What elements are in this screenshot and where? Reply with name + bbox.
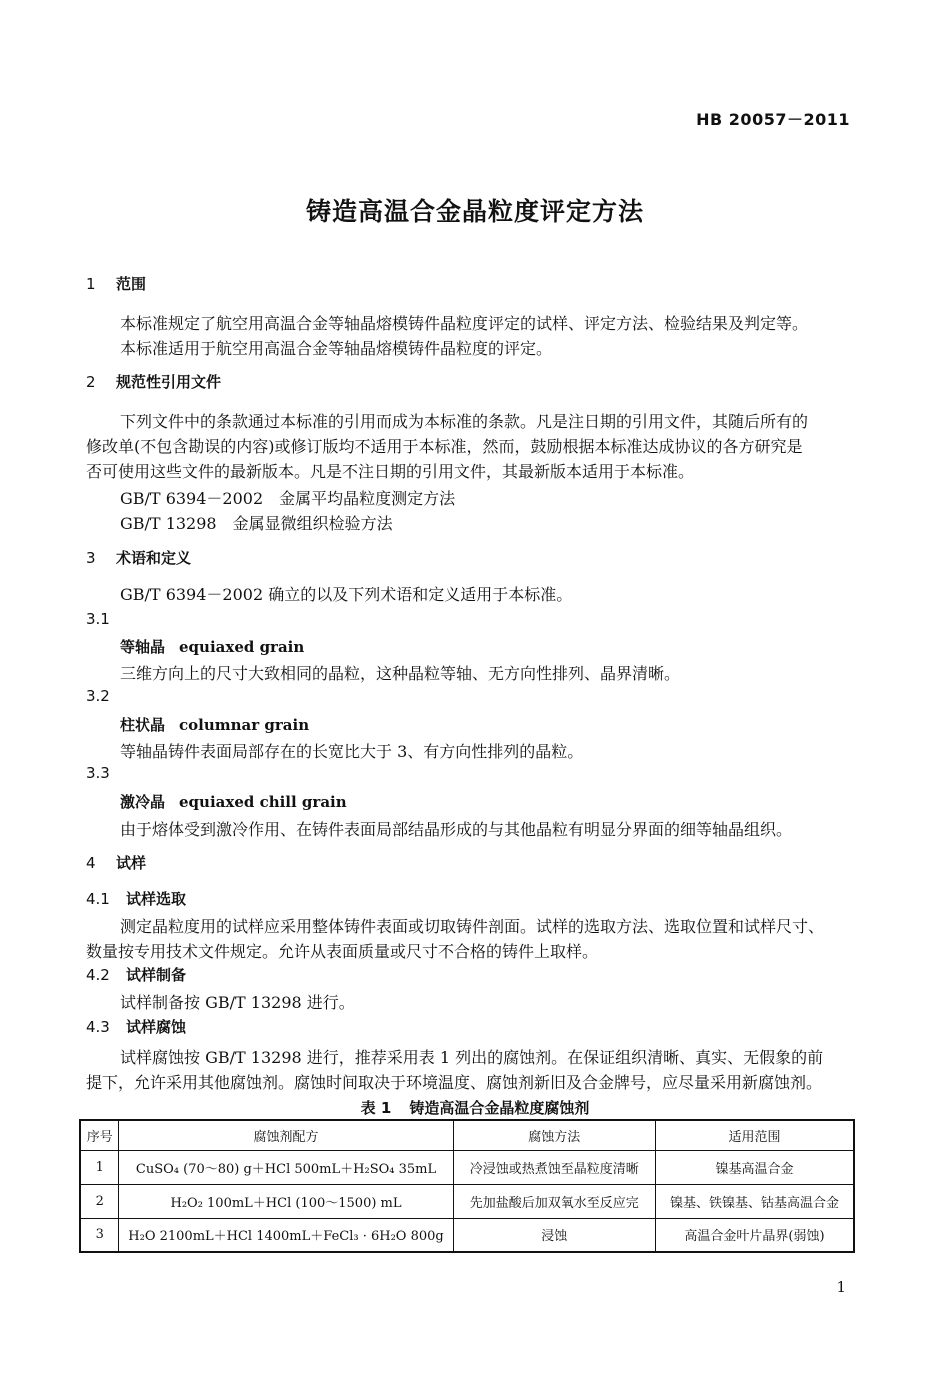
- subsection-number: 4.1: [86, 890, 110, 908]
- cell-no: 3: [80, 1218, 119, 1252]
- subsection-4-2-heading: [86, 964, 186, 985]
- subsection-4-3-heading: [86, 1016, 186, 1037]
- term-cn: 柱状晶: [120, 716, 166, 734]
- page-number: 1: [836, 1278, 846, 1296]
- cell-method: 先加盐酸后加双氧水至反应完: [453, 1184, 655, 1218]
- cell-formula: CuSO₄ (70～80) g＋HCl 500mL＋H₂SO₄ 35mL: [119, 1150, 453, 1184]
- column-header: 腐蚀方法: [453, 1120, 655, 1150]
- subsection-4-1-heading: [86, 888, 186, 909]
- table-row: [80, 1218, 854, 1252]
- term-name: [120, 791, 347, 812]
- cell-scope: 镍基、铁镍基、钴基高温合金: [656, 1184, 855, 1218]
- table-label: 表 1: [360, 1099, 392, 1117]
- subsection-title: 试样制备: [126, 966, 187, 984]
- standard-number: HB 20057－2011: [696, 110, 850, 129]
- section-number: 2: [86, 373, 96, 391]
- paragraph-line: 否可使用这些文件的最新版本。凡是不注日期的引用文件，其最新版本适用于本标准。: [86, 462, 695, 481]
- section-title: 术语和定义: [116, 549, 192, 567]
- section-number: 1: [86, 275, 96, 293]
- term-en: equiaxed chill grain: [179, 793, 347, 811]
- term-number: 3.1: [86, 610, 110, 628]
- section-4-heading: [86, 852, 146, 873]
- term-name: [120, 636, 304, 657]
- section-title: 范围: [116, 275, 147, 293]
- subsection-title: 试样腐蚀: [126, 1018, 187, 1036]
- document-title: 铸造高温合金晶粒度评定方法: [305, 197, 644, 226]
- paragraph-line: 下列文件中的条款通过本标准的引用而成为本标准的条款。凡是注日期的引用文件，其随后所有的: [120, 412, 809, 431]
- term-definition: 三维方向上的尺寸大致相同的晶粒，这种晶粒等轴、无方向性排列、晶界清晰。: [120, 664, 681, 683]
- term-cn: 等轴晶: [120, 638, 166, 656]
- section-number: 3: [86, 549, 96, 567]
- normative-reference: GB/T 13298 金属显微组织检验方法: [120, 514, 393, 533]
- term-cn: 激冷晶: [120, 793, 166, 811]
- paragraph: GB/T 6394－2002 确立的以及下列术语和定义适用于本标准。: [120, 585, 573, 604]
- table-row: [80, 1150, 854, 1184]
- table-row: [80, 1184, 854, 1218]
- paragraph-line: 数量按专用技术文件规定。允许从表面质量或尺寸不合格的铸件上取样。: [86, 942, 599, 961]
- table-caption: [0, 1097, 950, 1118]
- term-en: equiaxed grain: [179, 638, 305, 656]
- paragraph: 本标准适用于航空用高温合金等轴晶熔模铸件晶粒度的评定。: [120, 339, 553, 358]
- subsection-title: 试样选取: [126, 890, 187, 908]
- paragraph: 本标准规定了航空用高温合金等轴晶熔模铸件晶粒度评定的试样、评定方法、检验结果及判定等。: [120, 314, 809, 333]
- paragraph: 试样制备按 GB/T 13298 进行。: [120, 993, 355, 1012]
- cell-method: 浸蚀: [453, 1218, 655, 1252]
- etchant-table: [79, 1119, 855, 1253]
- table-title: 铸造高温合金晶粒度腐蚀剂: [409, 1099, 590, 1117]
- section-title: 规范性引用文件: [116, 373, 222, 391]
- cell-formula: H₂O 2100mL＋HCl 1400mL＋FeCl₃ · 6H₂O 800g: [119, 1218, 453, 1252]
- section-1-heading: [86, 273, 146, 294]
- column-header: 序号: [80, 1120, 119, 1150]
- column-header: 腐蚀剂配方: [119, 1120, 453, 1150]
- term-en: columnar grain: [179, 716, 310, 734]
- term-number: 3.2: [86, 687, 110, 705]
- paragraph-line: 修改单(不包含勘误的内容)或修订版均不适用于本标准，然而，鼓励根据本标准达成协议的各方研究是: [86, 437, 803, 456]
- section-3-heading: [86, 547, 191, 568]
- cell-no: 2: [80, 1184, 119, 1218]
- section-2-heading: [86, 371, 221, 392]
- cell-formula: H₂O₂ 100mL＋HCl (100～1500) mL: [119, 1184, 453, 1218]
- term-definition: 由于熔体受到激冷作用、在铸件表面局部结晶形成的与其他晶粒有明显分界面的细等轴晶组织。: [120, 820, 793, 839]
- paragraph-line: 测定晶粒度用的试样应采用整体铸件表面或切取铸件剖面。试样的选取方法、选取位置和试样尺寸、: [120, 917, 825, 936]
- term-number: 3.3: [86, 764, 110, 782]
- cell-scope: 高温合金叶片晶界(弱蚀): [656, 1218, 855, 1252]
- subsection-number: 4.2: [86, 966, 110, 984]
- term-name: [120, 714, 309, 735]
- section-number: 4: [86, 854, 96, 872]
- paragraph-line: 试样腐蚀按 GB/T 13298 进行，推荐采用表 1 列出的腐蚀剂。在保证组织清晰、真实、无假象的前: [120, 1048, 824, 1067]
- paragraph-line: 提下，允许采用其他腐蚀剂。腐蚀时间取决于环境温度、腐蚀剂新旧及合金牌号，应尽量采用新腐蚀剂。: [86, 1073, 823, 1092]
- cell-no: 1: [80, 1150, 119, 1184]
- column-header: 适用范围: [656, 1120, 855, 1150]
- term-definition: 等轴晶铸件表面局部存在的长宽比大于 3、有方向性排列的晶粒。: [120, 742, 584, 761]
- cell-scope: 镍基高温合金: [656, 1150, 855, 1184]
- normative-reference: GB/T 6394－2002 金属平均晶粒度测定方法: [120, 489, 456, 508]
- cell-method: 冷浸蚀或热煮蚀至晶粒度清晰: [453, 1150, 655, 1184]
- subsection-number: 4.3: [86, 1018, 110, 1036]
- section-title: 试样: [116, 854, 147, 872]
- table-header-row: [80, 1120, 854, 1150]
